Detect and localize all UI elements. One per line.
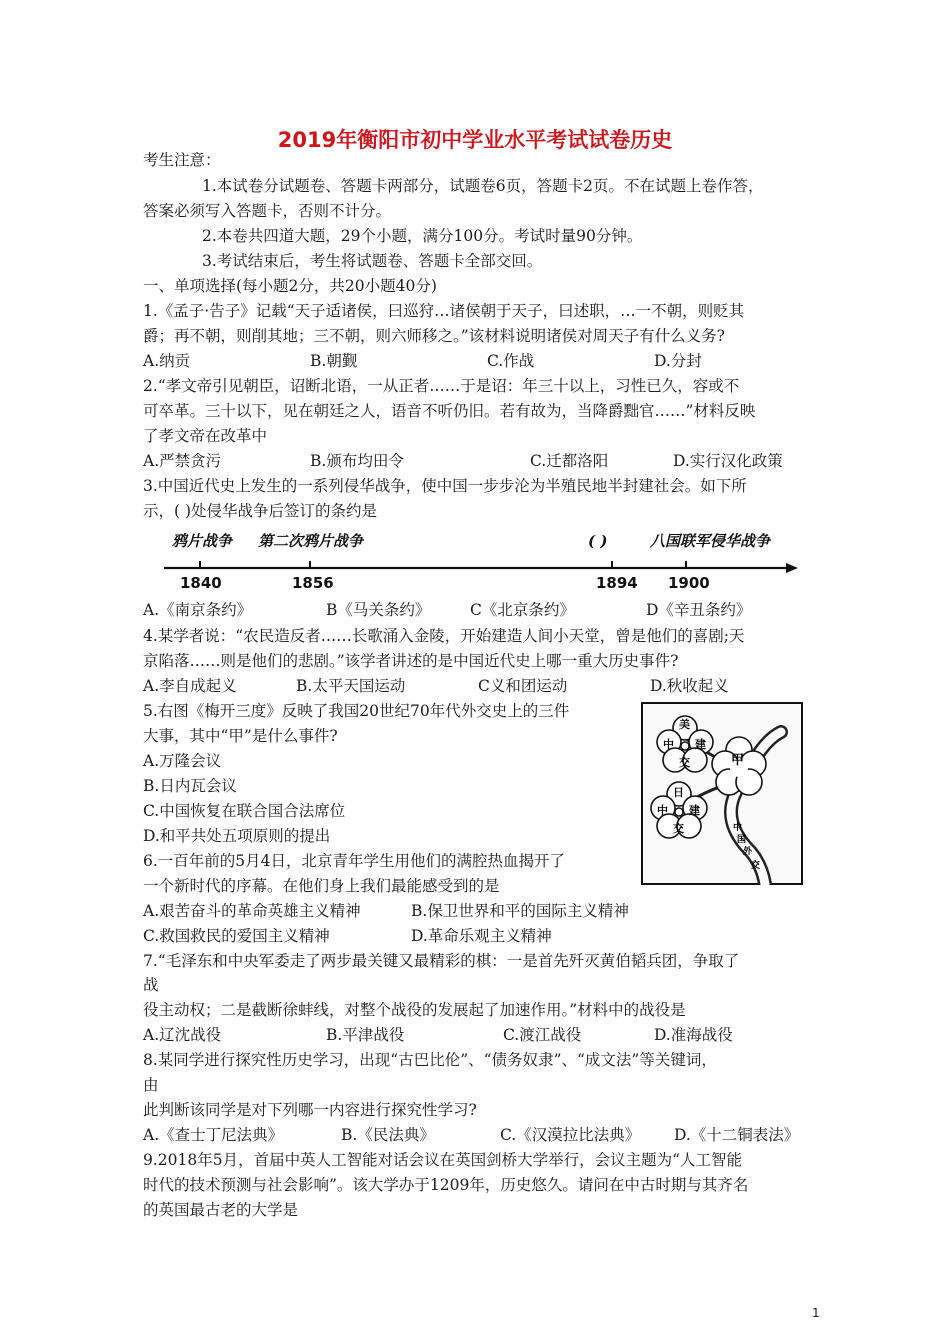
question-text: 5.右图《梅开三度》反映了我国20世纪70年代外交史上的三件 xyxy=(143,702,570,720)
option-a: A.《南京条约》 xyxy=(143,601,253,619)
timeline-year: 1840 xyxy=(180,574,222,592)
question-text: 2.“孝文帝引见朝臣，诏断北语，一从正者……于是诏：年三十以上，习性已久，容或不 xyxy=(143,377,740,395)
option-a: A.李自成起义 xyxy=(143,677,237,695)
question-text: 可卒革。三十以下，见在朝廷之人，语音不听仍旧。若有故为，当降爵黜官……”材料反映 xyxy=(143,402,756,420)
option-b: B.保卫世界和平的国际主义精神 xyxy=(411,902,629,920)
timeline-event: 八国联军侵华战争 xyxy=(650,532,771,550)
option-b: B.平津战役 xyxy=(326,1026,405,1044)
question-text: 6.一百年前的5月4日，北京青年学生用他们的满腔热血揭开了 xyxy=(143,852,566,870)
option-c: C.救国救民的爱国主义精神 xyxy=(143,927,330,945)
timeline-year: 1856 xyxy=(292,574,334,592)
question-text: 此判断该同学是对下列哪一内容进行探究性学习? xyxy=(143,1101,477,1119)
timeline-figure xyxy=(160,530,800,594)
question-text: 8.某同学进行探究性历史学习，出现“古巴比伦”、“债务奴隶”、“成文法”等关键词， xyxy=(143,1051,717,1069)
option-b: B《马关条约》 xyxy=(326,601,431,619)
question-text: 7.“毛泽东和中央军委走了两步最关键又最精彩的棋：一是首先歼灭黄伯韬兵团，争取了 xyxy=(143,952,740,970)
option-a: A.艰苦奋斗的革命英雄主义精神 xyxy=(143,902,361,920)
option-b: B.朝觐 xyxy=(310,352,358,370)
svg-text:甲: 甲 xyxy=(731,753,745,768)
question-text: 役主动权；二是截断徐蚌线，对整个战役的发展起了加速作用。”材料中的战役是 xyxy=(143,1001,686,1019)
page-number: 1 xyxy=(812,1306,820,1320)
timeline-event: 鸦片战争 xyxy=(172,532,233,550)
option-b: B.颁布均田令 xyxy=(310,452,404,470)
plum-blossom-figure xyxy=(641,702,803,885)
question-text: 京陷落……则是他们的悲剧。”该学者讲述的是中国近代史上哪一重大历史事件? xyxy=(143,652,679,670)
question-text: 4.某学者说：“农民造反者……长歌涌入金陵，开始建造人间小天堂，曾是他们的喜剧;天 xyxy=(143,627,745,645)
option-c: C.迁都洛阳 xyxy=(530,452,609,470)
option-c: C义和团运动 xyxy=(478,677,568,695)
option-b: B.《民法典》 xyxy=(341,1126,435,1144)
option-d: D.秋收起义 xyxy=(650,677,729,695)
notice-item: 1.本试卷分试题卷、答题卡两部分，试题卷6页，答题卡2页。不在试题上卷作答， xyxy=(202,177,764,195)
question-text: 9.2018年5月，首届中英人工智能对话会议在英国剑桥大学举行，会议主题为“人工智能 xyxy=(143,1151,743,1169)
question-text: 的英国最古老的大学是 xyxy=(143,1201,299,1219)
option-d: D.和平共处五项原则的提出 xyxy=(143,827,331,845)
question-text: 一个新时代的序幕。在他们身上我们最能感受到的是 xyxy=(143,877,500,895)
svg-text:日: 日 xyxy=(673,786,684,799)
svg-text:建: 建 xyxy=(689,804,700,817)
notice-heading: 考生注意： xyxy=(143,151,221,169)
option-c: C.作战 xyxy=(487,352,535,370)
svg-text:交: 交 xyxy=(679,756,690,769)
branch-label: 国 xyxy=(737,835,747,845)
option-d: D.分封 xyxy=(654,352,702,370)
page-title: 2019年衡阳市初中学业水平考试试卷历史 xyxy=(277,128,673,152)
option-c: C.中国恢复在联合国合法席位 xyxy=(143,802,346,820)
notice-item: 3.考试结束后，考生将试题卷、答题卡全部交回。 xyxy=(202,252,543,270)
svg-text:美: 美 xyxy=(679,718,690,731)
option-d: D.实行汉化政策 xyxy=(673,452,783,470)
option-d: D.《十二铜表法》 xyxy=(674,1126,800,1144)
option-b: B.太平天国运动 xyxy=(296,677,406,695)
question-text: 爵；再不朝，则削其地；三不朝，则六师移之。”该材料说明诸侯对周天子有什么义务? xyxy=(143,327,725,345)
question-text: 时代的技术预测与社会影响”。该大学办于1209年，历史悠久。请问在中古时期与其齐名 xyxy=(143,1176,749,1194)
option-d: D.准海战役 xyxy=(654,1026,733,1044)
timeline-blank: ( ) xyxy=(588,532,608,550)
timeline-event: 第二次鸦片战争 xyxy=(258,532,364,550)
option-d: D.革命乐观主义精神 xyxy=(411,927,552,945)
svg-text:交: 交 xyxy=(673,822,684,835)
option-a: A.辽沈战役 xyxy=(143,1026,222,1044)
section-heading: 一、单项选择(每小题2分，共20小题40分) xyxy=(143,277,437,295)
option-c: C.《汉漠拉比法典》 xyxy=(500,1126,641,1144)
branch-label: 外 xyxy=(743,847,753,857)
option-a: A.《查士丁尼法典》 xyxy=(143,1126,284,1144)
question-text: 3.中国近代史上发生的一系列侵华战争，使中国一步步沦为半殖民地半封建社会。如下所 xyxy=(143,477,747,495)
branch-label: 交 xyxy=(751,861,761,871)
option-d: D《辛丑条约》 xyxy=(646,601,752,619)
svg-text:中: 中 xyxy=(657,804,668,817)
notice-item: 2.本卷共四道大题，29个小题，满分100分。考试时量90分钟。 xyxy=(202,227,643,245)
question-text: 由 xyxy=(143,1076,159,1094)
option-b: B.日内瓦会议 xyxy=(143,777,237,795)
question-text: 了孝文帝在改革中 xyxy=(143,427,268,445)
option-a: A.严禁贪污 xyxy=(143,452,222,470)
svg-text:建: 建 xyxy=(695,738,706,751)
question-text: 战 xyxy=(143,976,159,994)
timeline-year: 1900 xyxy=(668,574,710,592)
timeline-arrow xyxy=(786,563,798,573)
notice-item: 答案必须写入答题卡，否则不计分。 xyxy=(143,202,392,220)
question-text: 示，( )处侵华战争后签订的条约是 xyxy=(143,502,378,520)
svg-text:中: 中 xyxy=(663,738,674,751)
option-c: C.渡江战役 xyxy=(503,1026,582,1044)
option-a: A.万隆会议 xyxy=(143,752,222,770)
timeline-year: 1894 xyxy=(596,574,638,592)
option-a: A.纳贡 xyxy=(143,352,191,370)
branch-label: 中 xyxy=(733,823,743,833)
question-text: 1.《孟子·告子》记载“天子适诸侯，曰巡狩…诸侯朝于天子，曰述职，…一不朝，则贬其 xyxy=(143,302,745,320)
option-c: C《北京条约》 xyxy=(470,601,575,619)
question-text: 大事，其中“甲”是什么事件? xyxy=(143,727,338,745)
